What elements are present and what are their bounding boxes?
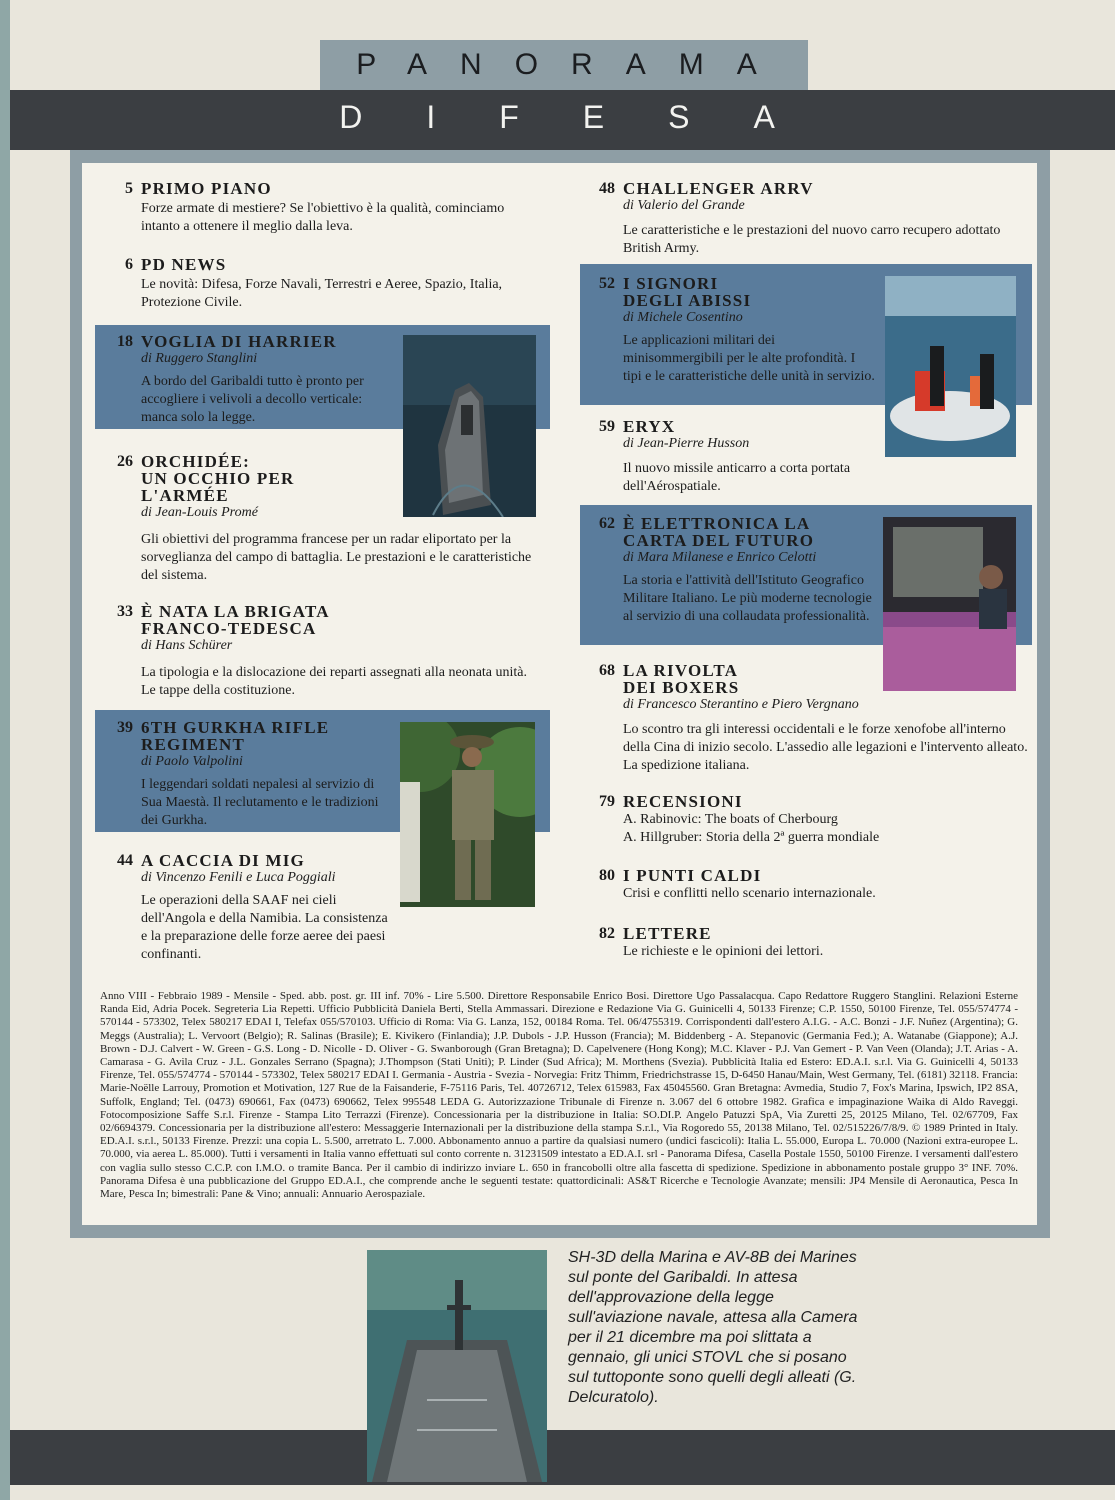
entry-title: FRANCO-TEDESCA: [141, 619, 317, 638]
review-line: A. Rabinovic: The boats of Cherbourg: [623, 812, 838, 827]
footer-dark-bar: [10, 1430, 1115, 1485]
page-number: 18: [117, 333, 133, 350]
masthead-difesa: DIFESA: [339, 99, 839, 135]
entry-author: di Jean-Pierre Husson: [623, 436, 750, 451]
entry-title: CHALLENGER ARRV: [623, 179, 814, 198]
page-number: 26: [117, 453, 133, 470]
entry-description: Crisi e conflitti nello scenario internazionale.: [623, 886, 876, 901]
page-number: 44: [117, 852, 133, 869]
entry-title: VOGLIA DI HARRIER: [141, 332, 337, 351]
entry-author: di Hans Schürer: [141, 638, 233, 653]
entry-title: RECENSIONI: [623, 792, 743, 811]
entry-title: 6TH GURKHA RIFLE: [141, 718, 330, 737]
photo-caption: SH-3D della Marina e AV-8B dei Marines sul ponte del Garibaldi. In attesa dell'approvazione della legge sull'aviazione navale, attesa alla Camera per il 21 dicembre ma poi slittata a gennaio, gli unici STOVL che si posano sul tuttoponte sono quelli degli alleati (G. Delcuratolo).: [568, 1249, 858, 1406]
entry-description: Le richieste e le opinioni dei lettori.: [623, 944, 824, 959]
entry-author: di Francesco Sterantino e Piero Vergnano: [623, 697, 859, 712]
entry-title: DEGLI ABISSI: [623, 291, 752, 310]
entry-author: di Michele Cosentino: [623, 310, 743, 325]
entry-author: di Jean-Louis Promé: [141, 505, 258, 520]
page-edge: [0, 0, 10, 1500]
garibaldi-photo: [367, 1250, 547, 1482]
page-number: 48: [599, 180, 615, 197]
entry-title: LETTERE: [623, 924, 712, 943]
page-number: 68: [599, 662, 615, 679]
entry-description: Il nuovo missile anticarro a corta portata dell'Aérospatiale.: [623, 461, 851, 494]
colophon: Anno VIII - Febbraio 1989 - Mensile - Sped. abb. post. gr. III inf. 70% - Lire 5.500. Direttore Responsabile Enrico Bosi. Direttore Ugo Passalacqua. Capo Redattore Ruggero Stanglini. Relazioni Esterne Randa Eid, Adria Pocek. Segreteria Lia Repetti. Ufficio Pubblicità Daniela Berti, Stella Ammassari. Direzione e Redazione Via G. Guinicelli 4, 50133 Firenze; C.P. 1550, 50100 Firenze, Tel. 055/574774 - 570144 - 573302, Telex 580217 EDAI I, Telefax 055/570103. Ufficio di Roma: Via G. Lanza, 152, 00184 Roma. Tel. 06/4755319. Corrispondenti dall'estero A.I.G. - A.C. Bonzi - J.F. Nuñez (Argentina); G. Meggs (Australia); L. Vervoort (Belgio); R. Salinas (Brasile); E. Kivikero (Finlandia); J.P. Dubols - J.P. Husson (Francia); M. Biddenberg - A. Stepanovic (Germania Fed.); A. Watanabe (Giappone); A.J. Brown - D.J. Calvert - W. Green - G.S. Long - D. Nicolle - D. Oliver - G. Swanborough (Gran Bretagna); D. Capelvenere (Hong Kong); M.C. Klaver - P.J. Van Gemert - P. Van Veen (Olanda); J.T. Arias - A. Camarasa - G. Avila Cruz - J.L. Gonzales Serrano (Spagna); J.Thompson (Stati Uniti); P. Linder (Sud Africa); M. Morthens (Svezia). Pubblicità Italia ed Estero: ED.A.I. s.r.l. Via G. Guinicelli 4, 50133 Firenze, Tel. 055/574774 - 570144 - 573302, Telex 580217 EDAI I. Germania - Austria - Svezia - Norvegia: Fritz Thimm, Friedrichstrasse 15, D-6450 Hanau/Main, West Germany, Tel. (6181) 32118. Francia: Marie-Noëlle Larrouy, Promotion et Motivation, 127 Rue de la Faisanderie, F-75116 Paris, Tel. 40726712, Telex 615983, Fax 45045560. Gran Bretagna: Avmedia, Studio 7, Fox's Marina, Ipswich, IP2 8SA, Suffolk, England; Tel. (0473) 690661, Fax (0473) 690662, Telex 995548 LEDA G. Autorizzazione Tribunale di Firenze n. 3.067 del 6 ottobre 1982. Grafica e impaginazione Waika di Aldo Raveggi. Fotocomposizione Saffe S.r.l. Firenze - Stampa Lito Terrazzi (Firenze). Concessionaria per la distribuzione in Italia: SO.DI.P. Angelo Patuzzi SpA, Via Zuretti 25, 20125 Milano, Tel. 02/67709, Fax 02/6694379. Concessionaria per la distribuzione all'estero: Messaggerie Internazionali per la distribuzione della stampa S.r.l., Via Rogoredo 55, 20138 Milano, Tel. 02/515226/7/8/9. © 1989 Printed in Italy. ED.A.I. s.r.l., 50133 Firenze. Prezzi: una copia L. 5.500, arretrato L. 7.000. Abbonamento annuo a partire da qualsiasi numero (undici fascicoli): Italia L. 55.000, Europa L. 70.000 (Nazioni extra-europee L. 70.000, via aerea L. 85.000). Tutti i versamenti in Italia vanno effettuati sul conto corrente n. 31231509 intestato a ED.A.I. srl - Panorama Difesa, Casella Postale 1550, 50100 Firenze. I versamenti dall'estero con vaglia sullo stesso C.C.P. con I.M.O. o tramite Banca. Per il cambio di indirizzo inviare L. 650 in francobolli oltre alla fascetta di spedizione. Spedizione in abbonamento postale gruppo 3° INF. 70%. Panorama Difesa è una pubblicazione del Gruppo ED.A.I., che comprende anche le seguenti testate: quattordicinali: AS&T Ricerche e Tecnologie Avanzate; mensili: JP4 Mensile di Aeronautica, Pesca In Mare, Pesca In; bimestrali: Pane & Vino; annuali: Annuario Aerospaziale.: [100, 990, 1018, 1201]
entry-title: DEI BOXERS: [623, 678, 740, 697]
submersible-photo: [885, 276, 1016, 457]
entry-description: I leggendari soldati nepalesi al servizio di Sua Maestà. Il reclutamento e le tradizioni dei Gurkha.: [141, 777, 379, 828]
entry-title: È ELETTRONICA LA: [623, 514, 811, 533]
entry-description: Le operazioni della SAAF nei cieli dell'Angola e della Namibia. La consistenza e la preparazione delle forze aeree dei paesi confinanti.: [141, 893, 388, 962]
entry-title: ERYX: [623, 417, 676, 436]
entry-title: I PUNTI CALDI: [623, 866, 762, 885]
entry-description: A bordo del Garibaldi tutto è pronto per accogliere i velivoli a decollo verticale: manca solo la legge.: [141, 374, 364, 425]
masthead-panorama: PANORAMA: [320, 40, 808, 90]
page-number: 79: [599, 793, 615, 810]
page-number: 59: [599, 418, 615, 435]
entry-title: PRIMO PIANO: [141, 179, 272, 198]
entry-author: di Vincenzo Fenili e Luca Poggiali: [141, 870, 336, 885]
entry-description: Le novità: Difesa, Forze Navali, Terrestri e Aeree, Spazio, Italia, Protezione Civile.: [141, 277, 503, 310]
entry-description: Gli obiettivi del programma francese per un radar eliportato per la sorveglianza del campo di battaglia. Le prestazioni e le caratteristiche del sistema.: [141, 532, 532, 583]
review-line: A. Hillgruber: Storia della 2ª guerra mondiale: [623, 830, 880, 845]
entry-description: La storia e l'attività dell'Istituto Geografico Militare Italiano. Le più moderne tecnologie al servizio di una collaudata professionalità.: [623, 573, 872, 624]
page-number: 39: [117, 719, 133, 736]
entry-title: ORCHIDÉE:: [141, 452, 251, 471]
page-number: 80: [599, 867, 615, 884]
page-number: 82: [599, 925, 615, 942]
entry-title: CARTA DEL FUTURO: [623, 531, 815, 550]
entry-title: L'ARMÉE: [141, 486, 229, 505]
page-number: 52: [599, 275, 615, 292]
entry-description: Le caratteristiche e le prestazioni del nuovo carro recupero adottato British Army.: [623, 223, 1001, 256]
entry-title: LA RIVOLTA: [623, 661, 739, 680]
entry-title: A CACCIA DI MIG: [141, 851, 305, 870]
entry-description: La tipologia e la dislocazione dei reparti assegnati alla neonata unità. Le tappe della costituzione.: [141, 665, 528, 698]
entry-title: REGIMENT: [141, 735, 246, 754]
gurkha-photo: [400, 722, 535, 907]
page-number: 33: [117, 603, 133, 620]
page-number: 62: [599, 515, 615, 532]
entry-author: di Ruggero Stanglini: [141, 351, 258, 366]
entry-author: di Paolo Valpolini: [141, 754, 243, 769]
entry-description: Le applicazioni militari dei minisommergibili per le alte profondità. I tipi e le caratteristiche delle unità in servizio.: [623, 333, 875, 384]
page-number: 5: [125, 180, 133, 197]
entry-author: di Valerio del Grande: [623, 198, 745, 213]
entry-author: di Mara Milanese e Enrico Celotti: [623, 550, 817, 565]
entry-title: È NATA LA BRIGATA: [141, 602, 330, 621]
entry-title: PD NEWS: [141, 255, 227, 274]
entry-title: I SIGNORI: [623, 274, 719, 293]
entry-description: Forze armate di mestiere? Se l'obiettivo è la qualità, cominciamo intanto a ottenere il meglio dalla leva.: [141, 201, 505, 234]
entry-description: Lo scontro tra gli interessi occidentali e le forze xenofobe all'interno della Cina di inizio secolo. L'assedio alle legazioni e l'intervento alleato. La spedizione italiana.: [623, 722, 1028, 773]
page-number: 6: [125, 256, 133, 273]
entry-title: UN OCCHIO PER: [141, 469, 295, 488]
